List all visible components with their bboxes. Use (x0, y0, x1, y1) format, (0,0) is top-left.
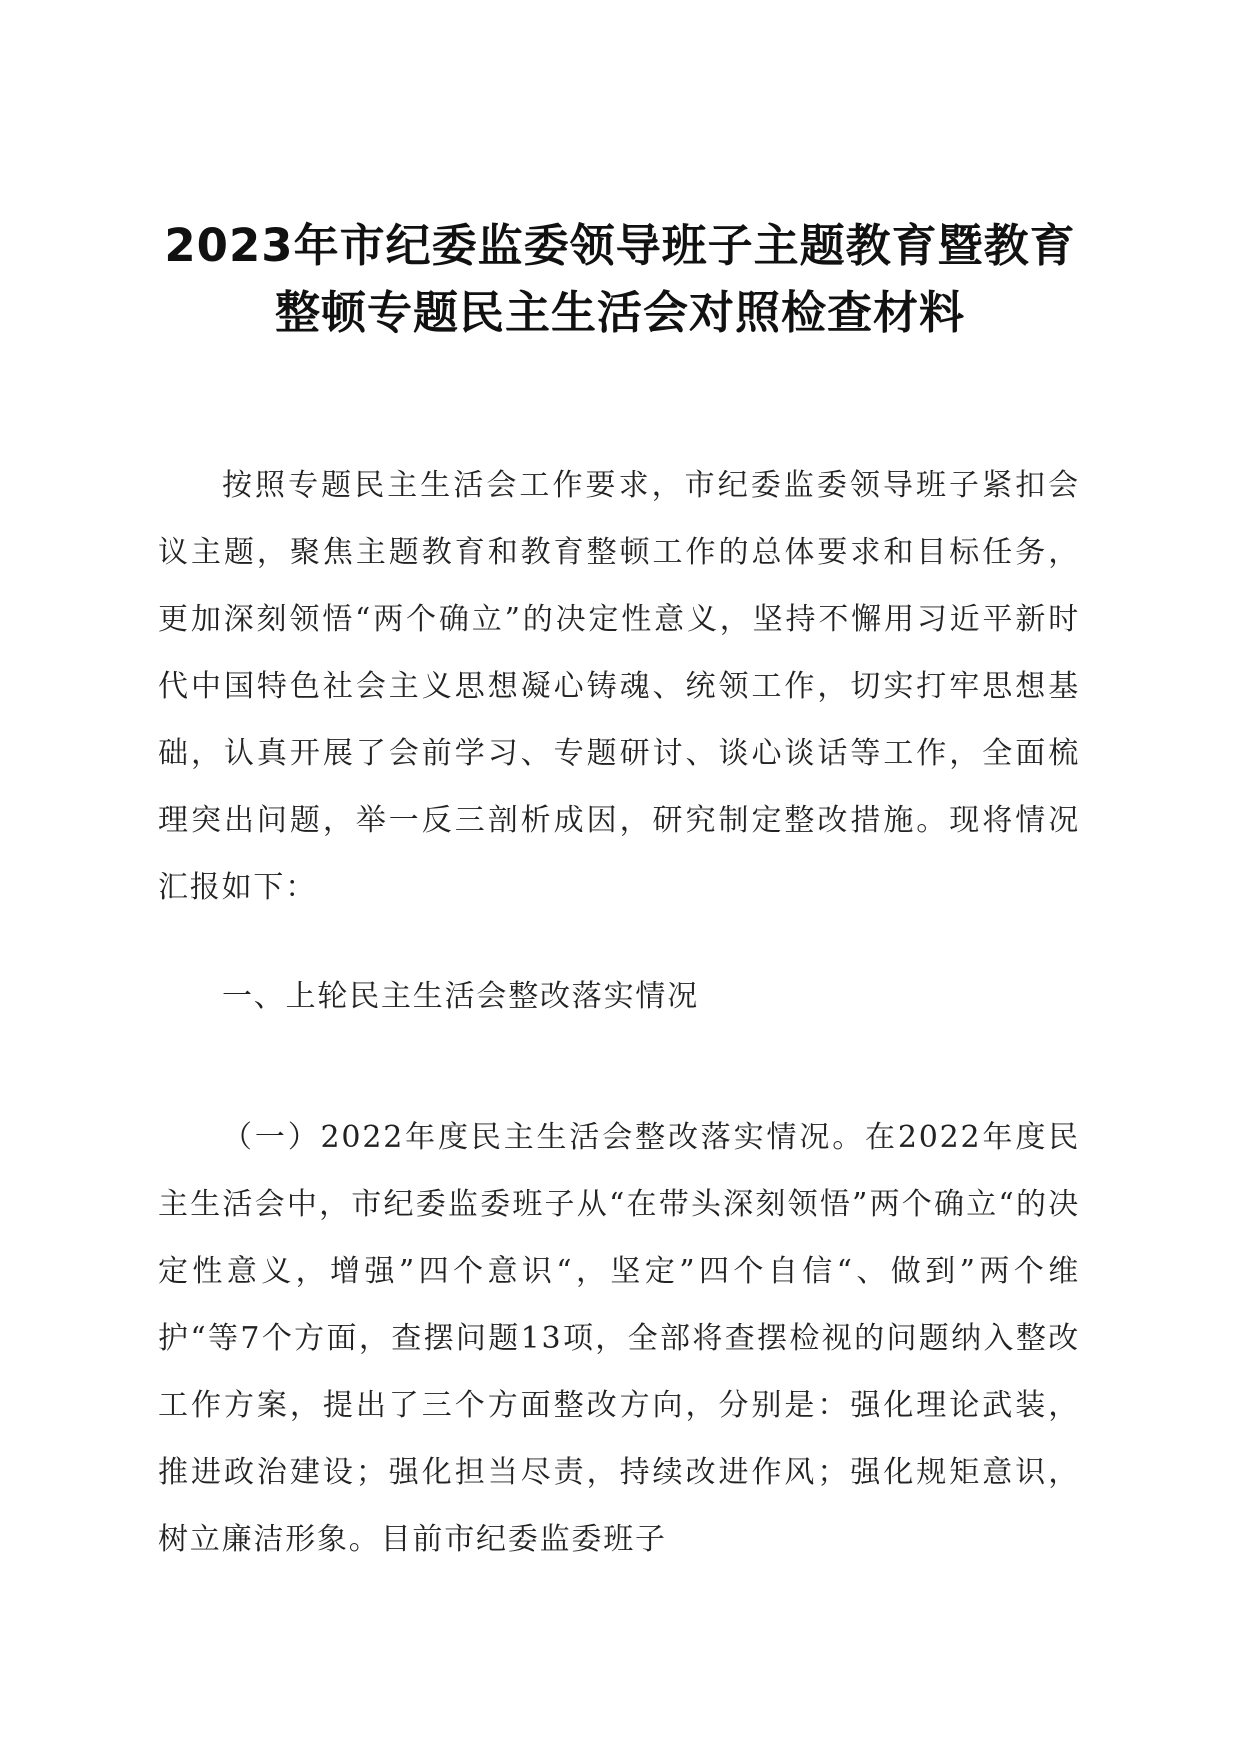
document-title (150, 212, 1090, 346)
section-heading: 一、上轮民主生活会整改落实情况 (222, 979, 699, 1014)
subsection-paragraph: （一）2022年度民主生活会整改落实情况。在2022年度民主生活会中，市纪委监委班子从“在带头深刻领悟”两个确立“的决定性意义，增强”四个意识“，坚定”四个自信“、做到”两个维护“等7个方面，查摆问题13项，全部将查摆检视的问题纳入整改工作方案，提出了三个方面整改方向，分别是：强化理论武装，推进政治建设；强化担当尽责，持续改进作风；强化规矩意识，树立廉洁形象。目前市纪委监委班子 (158, 1120, 1080, 1557)
intro-paragraph: 按照专题民主生活会工作要求，市纪委监委领导班子紧扣会议主题，聚焦主题教育和教育整顿工作的总体要求和目标任务，更加深刻领悟“两个确立”的决定性意义，坚持不懈用习近平新时代中国特色社会主义思想凝心铸魂、统领工作，切实打牢思想基础，认真开展了会前学习、专题研讨、谈心谈话等工作，全面梳理突出问题，举一反三剖析成因，研究制定整改措施。现将情况汇报如下： (158, 468, 1080, 905)
document-title-line-1: 2023年市纪委监委领导班子主题教育暨教育 (164, 219, 1076, 272)
document-title-line-2: 整顿专题民主生活会对照检查材料 (274, 286, 965, 339)
